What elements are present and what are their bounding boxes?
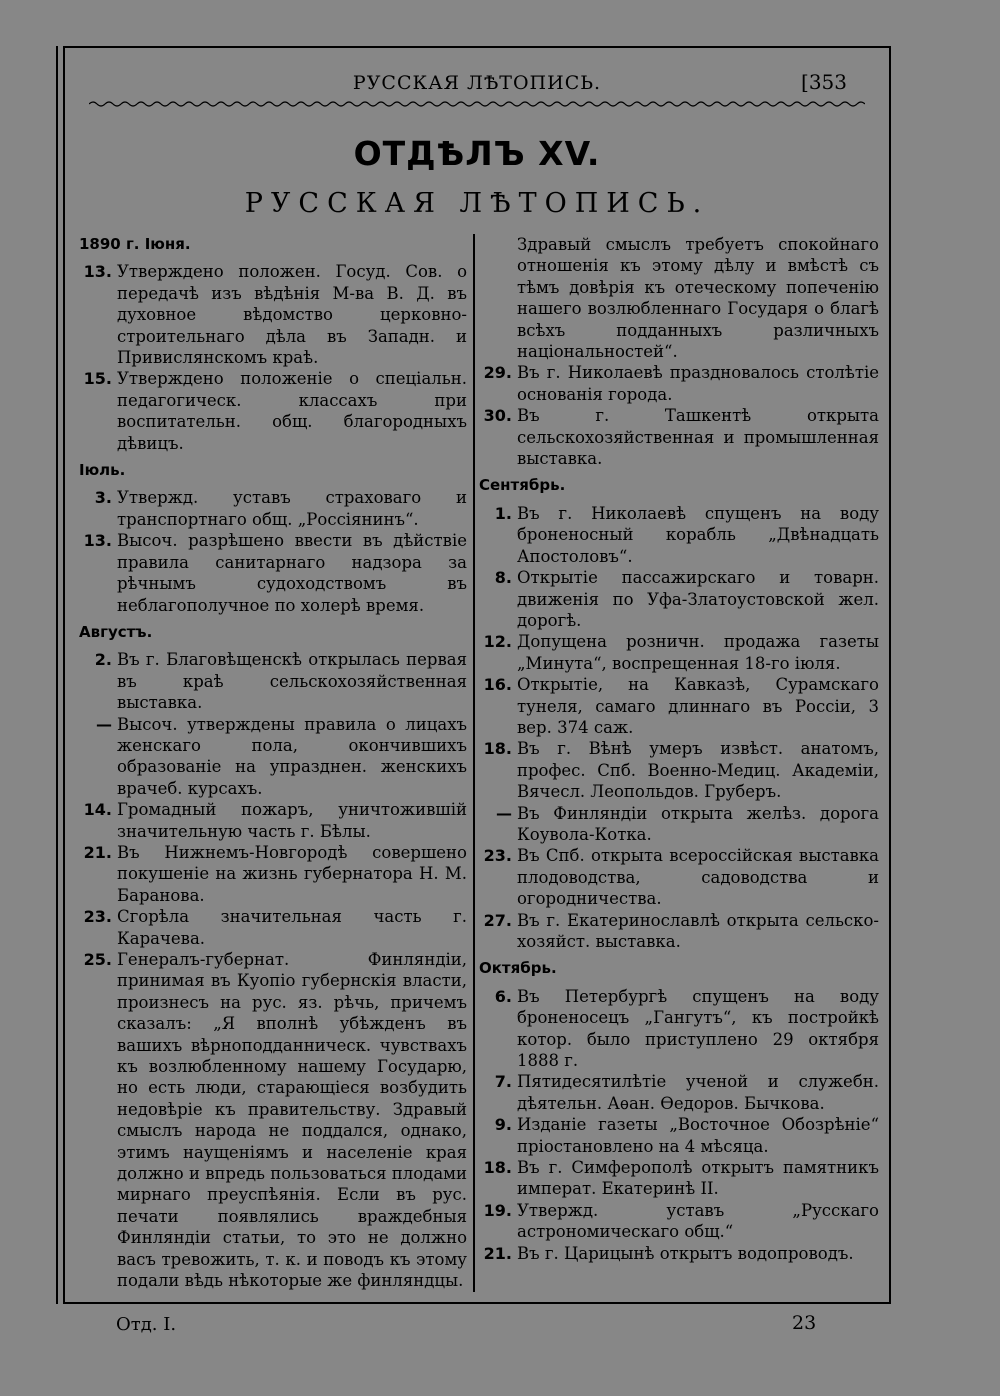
august-tail-entries bbox=[479, 362, 879, 469]
entry-text: Въ г. Царицынѣ открытъ водопроводъ. bbox=[517, 1243, 854, 1263]
entry-text: Въ г. Благовѣщенскѣ открылась первая въ краѣ сельскохозяйственная выставка. bbox=[117, 650, 467, 713]
entry-text: Сгорѣла значительная часть г. Карачева. bbox=[117, 907, 467, 948]
heading-september: Сентябрь. bbox=[479, 476, 566, 495]
entry-date: 8. bbox=[494, 568, 512, 588]
entry-text: Въ г. Ташкентѣ открыта сельскохозяйственная и промышленная выставка. bbox=[517, 406, 879, 469]
entry-date: 15. bbox=[83, 369, 112, 389]
entry-date: 6. bbox=[494, 986, 512, 1006]
entry-date: 14. bbox=[83, 800, 112, 820]
chronicle-entry bbox=[479, 1114, 879, 1157]
page-frame bbox=[63, 46, 891, 1304]
heading-october: Октябрь. bbox=[479, 959, 557, 978]
entry-date: 9. bbox=[494, 1115, 512, 1135]
entry-date: 29. bbox=[483, 363, 512, 383]
chronicle-entry bbox=[79, 799, 467, 842]
entry-date: 13. bbox=[83, 262, 112, 282]
heading-august: Августъ. bbox=[79, 622, 153, 641]
chronicle-entry bbox=[479, 845, 879, 909]
entry-date: — bbox=[96, 714, 112, 734]
chronicle-entry bbox=[79, 487, 467, 530]
chronicle-entry bbox=[479, 986, 879, 1072]
column-divider bbox=[473, 234, 475, 1292]
chronicle-entry bbox=[79, 649, 467, 713]
page-number: [353 bbox=[801, 70, 847, 94]
chronicle-entry bbox=[479, 567, 879, 631]
chronicle-entry bbox=[479, 405, 879, 469]
entry-date: 7. bbox=[494, 1072, 512, 1092]
entry-date: 21. bbox=[83, 842, 112, 862]
running-title: РУССКАЯ ЛѢТОПИСЬ. bbox=[352, 72, 602, 94]
entry-text: Генералъ-губернат. Финляндіи, принимая въ Куопіо губернскія власти, произнесъ на рус. яз. рѣчь, причемъ сказалъ: „Я вполнѣ убѣжденъ въ вашихъ вѣрноподданническ. чувствахъ къ возлюбленному нашему Государю, но есть люди, старающіеся возбудить недовѣріе къ правительству. Здравый смыслъ народа не поддался, однако, этимъ наущеніямъ и населеніе края должно и впредь пользоваться плодами мирнаго преуспѣянія. Если въ рус. печати появлялись враждебныя Финляндіи статьи, то это не должно васъ тревожить, т. к. и поводъ къ этому подали вѣдь нѣкоторые же финляндцы. bbox=[117, 950, 467, 1291]
september-entries bbox=[479, 503, 879, 953]
entry-date: 2. bbox=[94, 650, 112, 670]
chronicle-entry bbox=[79, 714, 467, 800]
entry-text: Въ г. Симферополѣ открытъ памятникъ императ. Екатеринѣ II. bbox=[517, 1158, 879, 1199]
outer-frame-line bbox=[56, 46, 58, 1304]
footer-page-number: 23 bbox=[792, 1312, 817, 1334]
entry-date: — bbox=[496, 803, 512, 823]
right-column bbox=[479, 234, 879, 1264]
chronicle-entry bbox=[79, 949, 467, 1292]
october-entries bbox=[479, 986, 879, 1264]
july-entries bbox=[79, 487, 467, 615]
heading-july: Іюль. bbox=[79, 461, 126, 480]
chronicle-entry bbox=[479, 362, 879, 405]
footer-section-label: Отд. I. bbox=[116, 1314, 177, 1335]
chronicle-entry bbox=[479, 631, 879, 674]
entry-date: 25. bbox=[83, 950, 112, 969]
entry-text: Высоч. разрѣшено ввести въ дѣйствіе правила санитарнаго надзора за рѣчнымъ судоходствомъ въ неблагополучное по холерѣ время. bbox=[117, 531, 467, 615]
entry-text: Въ г. Николаевѣ спущенъ на воду броненосный корабль „Двѣнадцать Апостоловъ“. bbox=[517, 503, 879, 566]
entry-text: Въ г. Вѣнѣ умеръ извѣст. анатомъ, профес. Спб. Военно-Медиц. Академіи, Вячесл. Леопольдов. Груберъ. bbox=[517, 739, 879, 802]
entry-text: Въ Нижнемъ-Новгородѣ совершено покушеніе на жизнь губернатора Н. М. Баранова. bbox=[117, 842, 467, 905]
entry-date: 23. bbox=[483, 846, 512, 866]
entry-text: Громадный пожаръ, уничтожившій значительную часть г. Бѣлы. bbox=[117, 800, 467, 841]
entry-text: Въ Петербургѣ спущенъ на воду броненосецъ „Гангутъ“, къ постройкѣ котор. было приступлено 29 октября 1888 г. bbox=[517, 986, 879, 1071]
entry-date: 1. bbox=[494, 503, 512, 523]
continuation-text: Здравый смыслъ требуетъ спокойнаго отношенія къ этому дѣлу и вмѣстѣ съ тѣмъ довѣрія къ отеческому попеченію нашего возлюбленнаго Государя о благѣ всѣхъ подданныхъ различныхъ національностей“. bbox=[517, 235, 879, 362]
chronicle-entry bbox=[479, 1157, 879, 1200]
wavy-rule bbox=[89, 100, 865, 108]
entry-text: Пятидесятилѣтіе ученой и служебн. дѣятельн. Аѳан. Ѳедоров. Бычкова. bbox=[517, 1072, 879, 1113]
june-entries bbox=[79, 261, 467, 454]
entry-text: Открытіе пассажирскаго и товарн. движенія по Уфа-Златоустовской жел. дорогѣ. bbox=[517, 568, 879, 630]
chronicle-entry bbox=[479, 1200, 879, 1243]
chronicle-entry bbox=[79, 261, 467, 368]
entry-date: 16. bbox=[483, 675, 512, 695]
entry-text: Допущена розничн. продажа газеты „Минута“, воспрещенная 18-го іюля. bbox=[517, 632, 879, 673]
entry-date: 13. bbox=[83, 531, 112, 551]
section-subtitle: РУССКАЯ ЛѢТОПИСЬ. bbox=[244, 188, 710, 219]
chronicle-entry bbox=[479, 803, 879, 846]
entry-text: Въ г. Екатеринославлѣ открыта сельско-хозяйст. выставка. bbox=[517, 910, 879, 951]
entry-date: 19. bbox=[483, 1200, 512, 1220]
entry-date: 27. bbox=[483, 910, 512, 930]
entry-text: Утвержд. уставъ „Русскаго астрономическаго общ.“ bbox=[517, 1200, 879, 1242]
chronicle-entry bbox=[79, 842, 467, 906]
entry-date: 18. bbox=[483, 1158, 512, 1178]
entry-text: Изданіе газеты „Восточное Обозрѣніе“ пріостановлено на 4 мѣсяца. bbox=[517, 1115, 879, 1156]
chronicle-entry bbox=[79, 530, 467, 616]
entry-date: 21. bbox=[483, 1243, 512, 1263]
heading-june: 1890 г. Іюня. bbox=[79, 235, 191, 253]
chronicle-entry bbox=[479, 738, 879, 802]
entry-text: Утверждено положен. Госуд. Сов. о передачѣ изъ вѣдѣнія М-ва В. Д. въ духовное вѣдомство церковно-строительнаго дѣла въ Западн. и Привислянскомъ краѣ. bbox=[117, 262, 467, 368]
chronicle-entry bbox=[479, 1243, 879, 1264]
entry-text: Въ Спб. открыта всероссійская выставка плодоводства, садоводства и огородничества. bbox=[517, 846, 879, 909]
entry-text: Утвержд. уставъ страховаго и транспортнаго общ. „Россіянинъ“. bbox=[117, 488, 467, 529]
entry-text: Утверждено положеніе о спеціальн. педагогическ. классахъ при воспитательн. общ. благородныхъ дѣвицъ. bbox=[117, 369, 467, 453]
entry-date: 3. bbox=[94, 488, 112, 508]
entry-text: Въ Финляндіи открыта желѣз. дорога Коувола-Котка. bbox=[517, 803, 879, 844]
entry-date: 18. bbox=[483, 739, 512, 759]
entry-date: 12. bbox=[483, 632, 512, 652]
chronicle-entry bbox=[79, 368, 467, 454]
chronicle-entry bbox=[479, 1071, 879, 1114]
chronicle-entry bbox=[79, 906, 467, 949]
chronicle-entry bbox=[479, 674, 879, 738]
chronicle-entry bbox=[479, 910, 879, 953]
entry-date: 23. bbox=[83, 907, 112, 927]
section-title: ОТДѢЛЪ XV. bbox=[353, 134, 601, 173]
left-column bbox=[79, 234, 467, 1292]
entry-date: 30. bbox=[483, 406, 512, 426]
entry-text: Высоч. утверждены правила о лицахъ женскаго пола, окончившихъ образованіе на упразднен. женскихъ врачеб. курсахъ. bbox=[117, 714, 467, 798]
august-entries bbox=[79, 649, 467, 1291]
chronicle-entry bbox=[479, 503, 879, 567]
entry-text: Въ г. Николаевѣ праздновалось столѣтіе основанія города. bbox=[517, 363, 879, 404]
entry-text: Открытіе, на Кавказѣ, Сурамскаго тунеля, самаго длиннаго въ Россіи, 3 вер. 374 саж. bbox=[517, 675, 879, 737]
